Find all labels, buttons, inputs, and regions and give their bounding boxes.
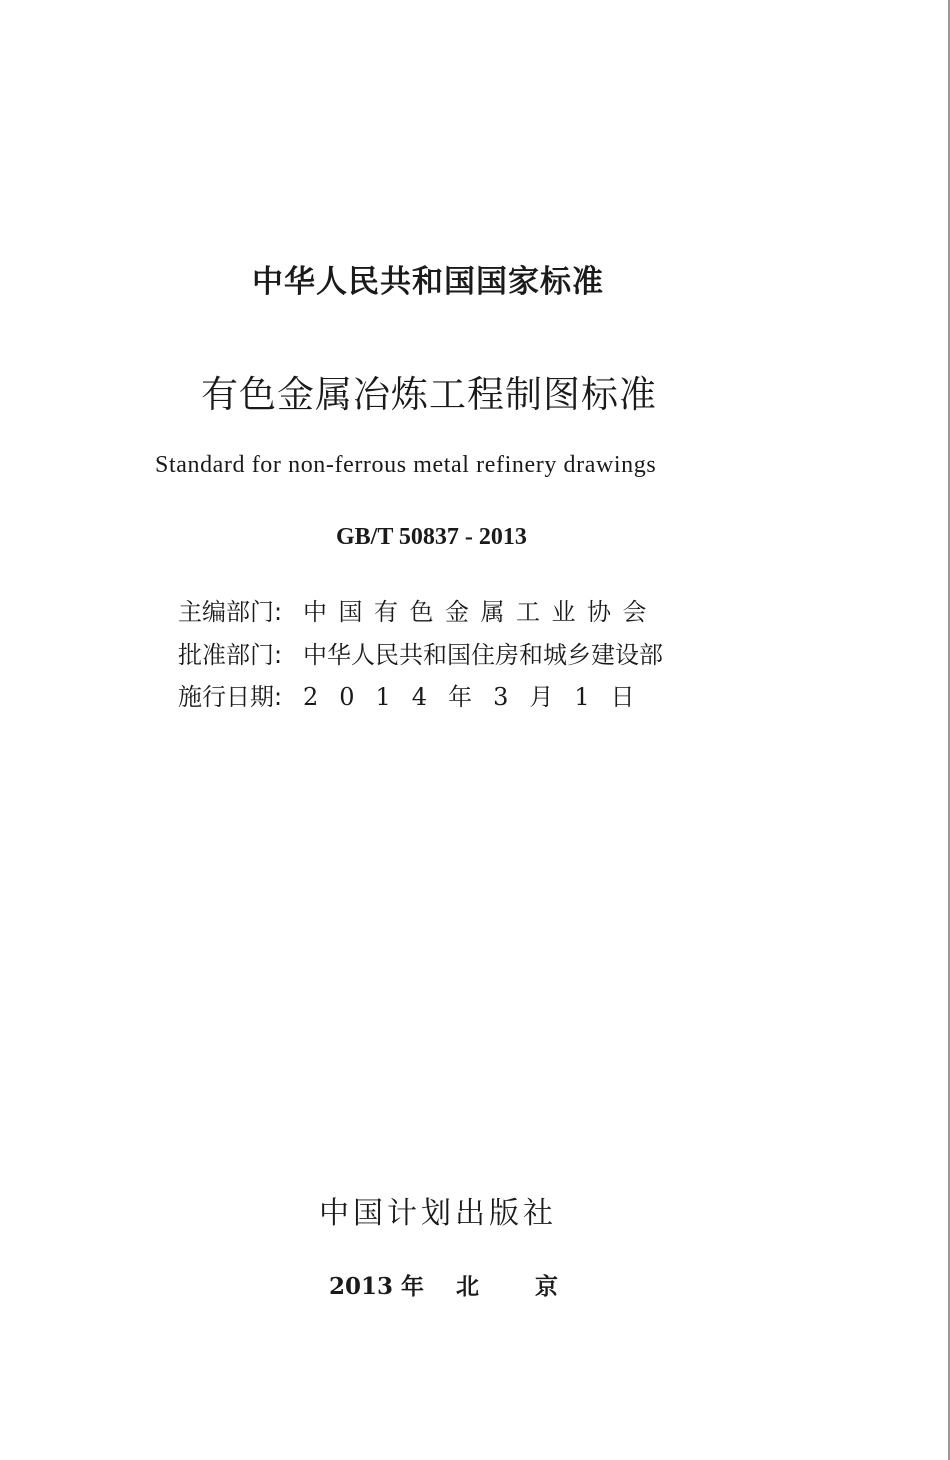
editor-label: 主编部门:	[178, 597, 283, 626]
publisher-name: 中国计划出版社	[319, 1196, 557, 1231]
approver-label: 批准部门:	[178, 640, 283, 669]
national-standard-heading: 中华人民共和国国家标准	[252, 264, 604, 300]
effective-date-value: 2014年3月1日	[303, 682, 656, 711]
editor-value: 中国有色金属工业协会	[303, 597, 658, 626]
effective-date-row	[178, 677, 656, 711]
title-english: Standard for non-ferrous metal refinery drawings	[155, 452, 657, 478]
imprint-city-part2: 京	[535, 1273, 559, 1300]
editor-row	[178, 592, 658, 626]
approver-value: 中华人民共和国住房和城乡建设部	[303, 640, 663, 669]
standard-number: GB/T 50837 - 2013	[336, 524, 527, 550]
effective-date-label: 施行日期:	[178, 682, 283, 711]
imprint-year: 2013 年	[329, 1273, 425, 1300]
imprint-line	[329, 1268, 558, 1301]
imprint-city-part1: 北	[456, 1273, 480, 1300]
approver-row	[178, 635, 663, 669]
title-chinese: 有色金属冶炼工程制图标准	[201, 373, 657, 416]
